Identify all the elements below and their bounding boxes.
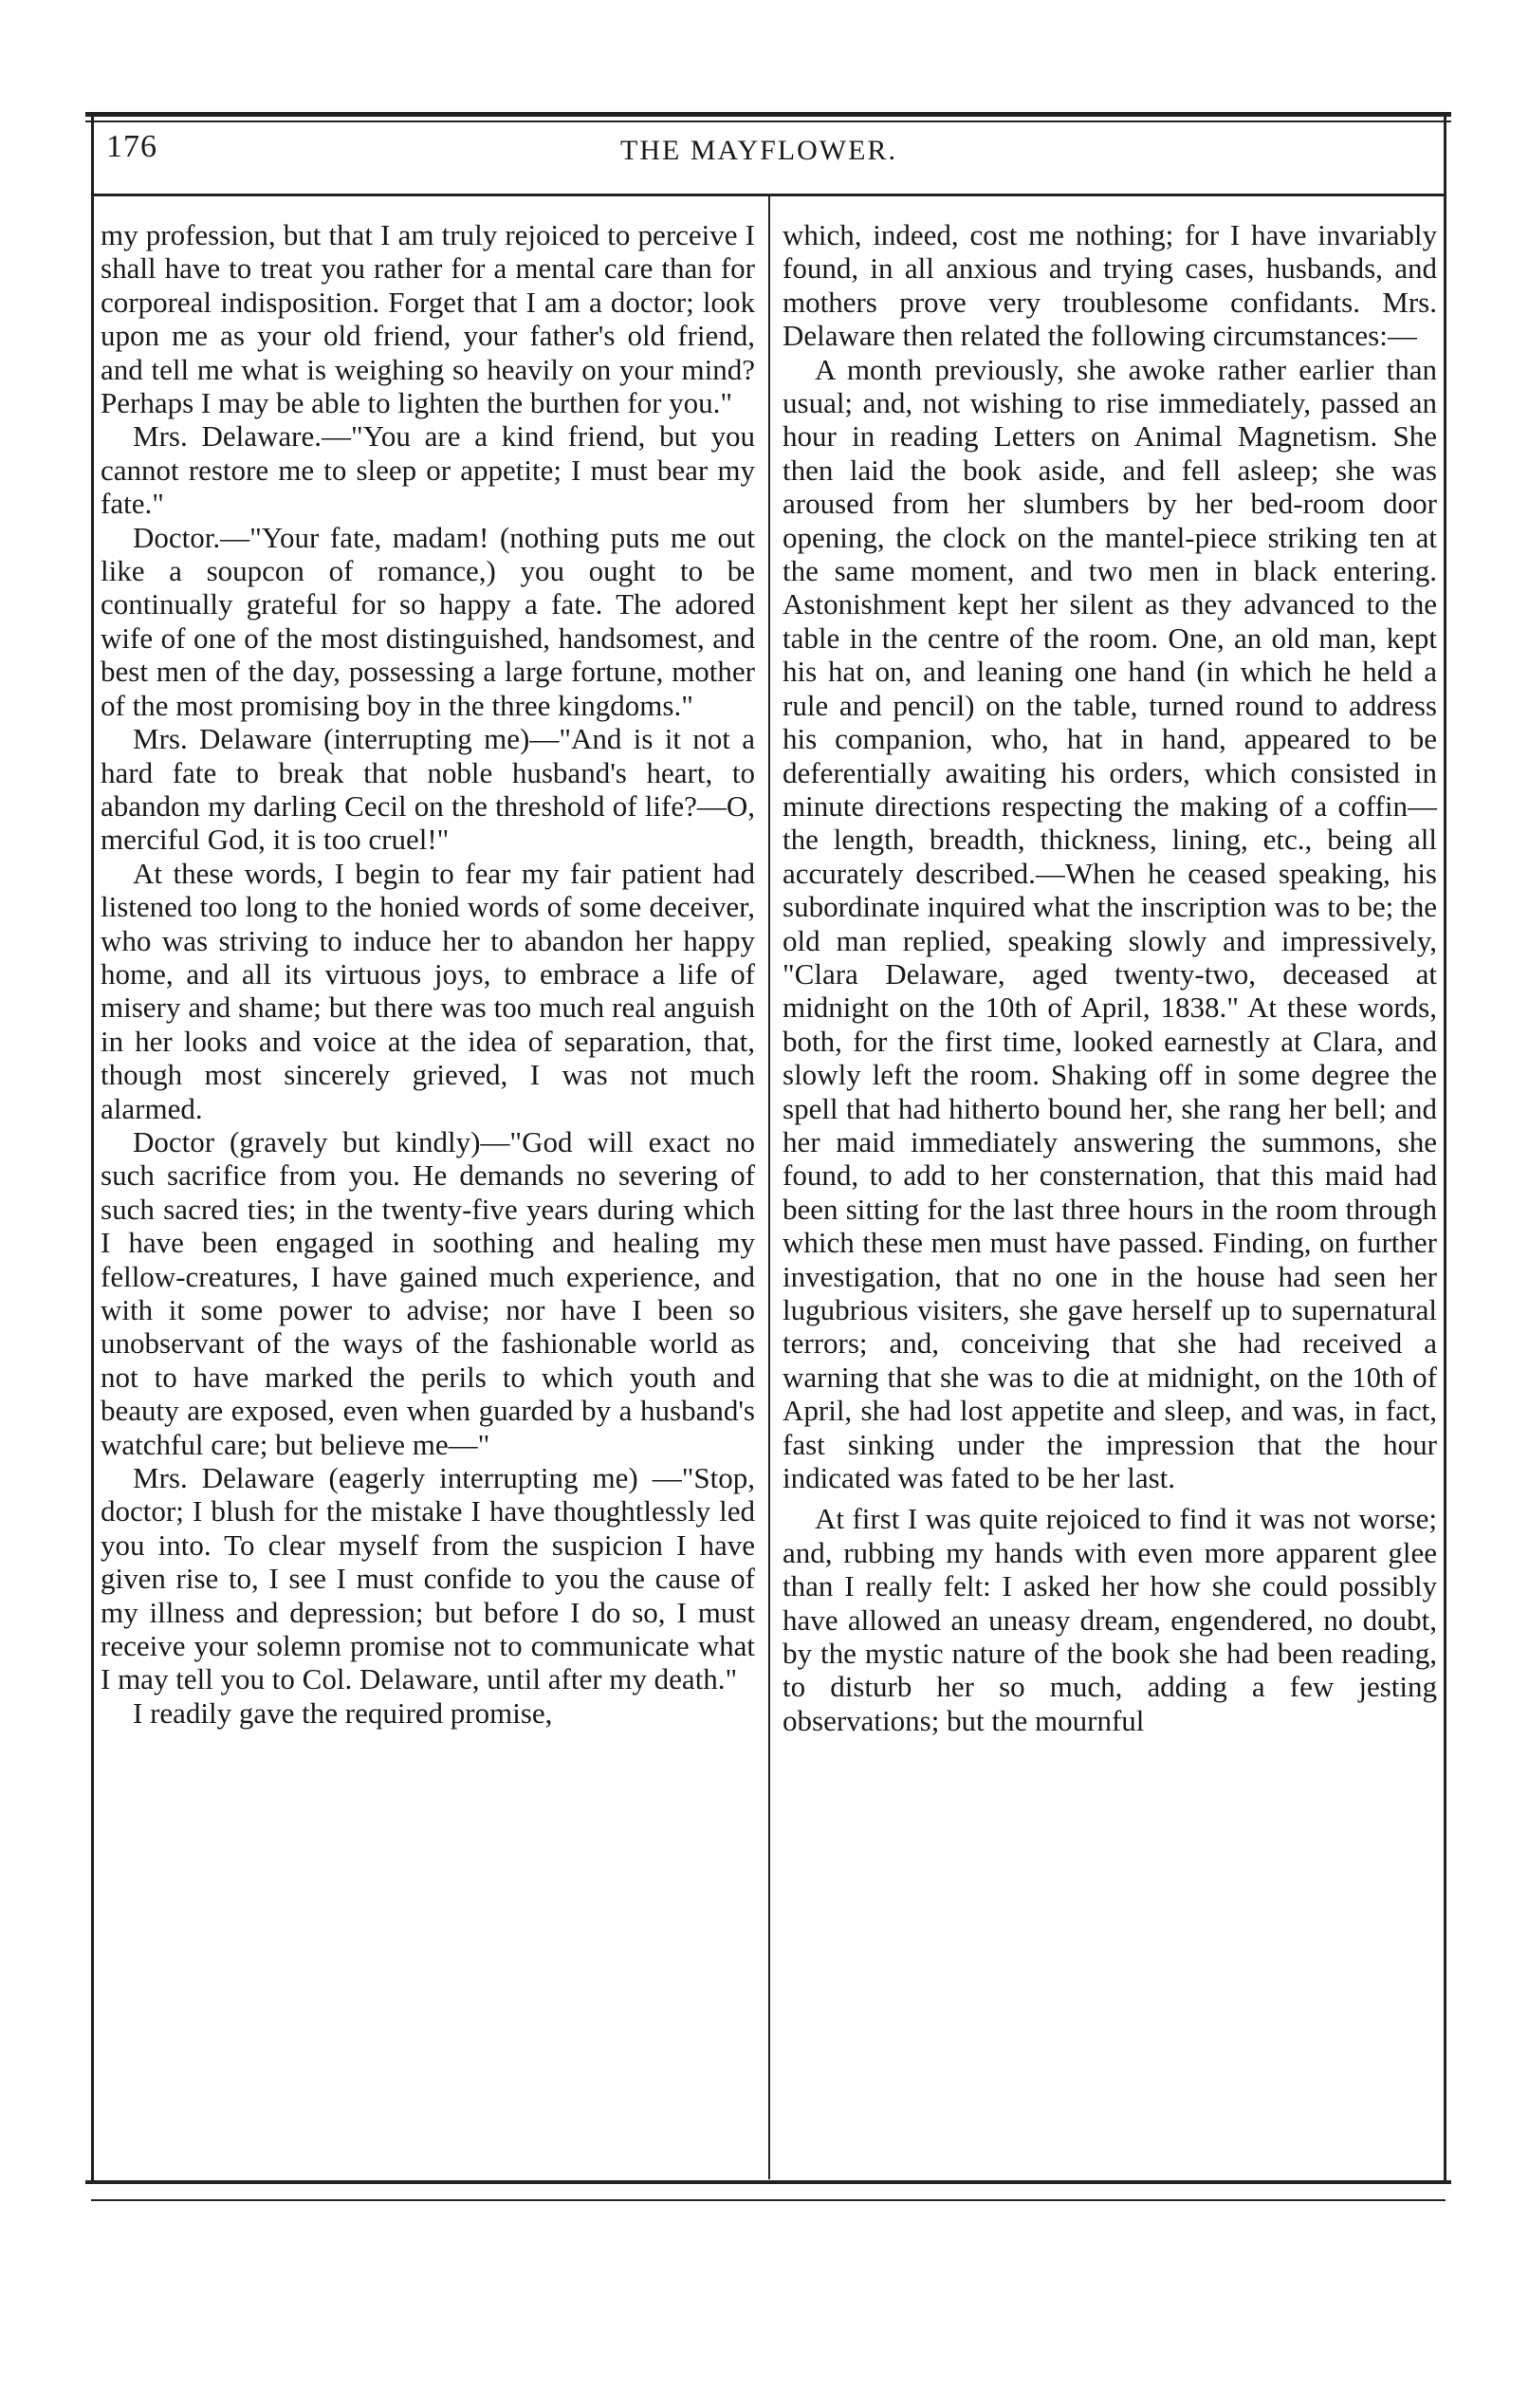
- paragraph: Mrs. Delaware (eagerly interrupting me) —"Stop, doctor; I blush for the mistake I have thoughtlessly led you into. To clear myself from the suspicion I have given rise to, I see I must confide to you the cause of my illness and depression; but before I do so, I must receive your solemn promise not to communicate what I may tell you to Col. Delaware, until after my death.": [101, 1461, 755, 1696]
- top-border-rule: [85, 112, 1451, 117]
- bottom-border-rule-thin: [91, 2199, 1446, 2201]
- paragraph: I readily gave the required promise,: [133, 1695, 553, 1730]
- paragraph: my profession, but that I am truly rejoiced to perceive I shall have to treat you rather for a mental care than for corporeal indisposition. Forget that I am a doctor; look upon me as your old friend, your father's old friend, and tell me what is weighing so heavily on your mind? Perhaps I may be able to lighten the burthen for you.": [101, 218, 755, 420]
- paragraph: Doctor.—"Your fate, madam! (nothing puts me out like a soupcon of romance,) you ought to be continually grateful for so happy a fate. The adored wife of one of the most distinguished, handsomest, and best men of the day, possessing a large fortune, mother of the most promising boy in the three kingdoms.": [101, 520, 755, 722]
- left-border-rule: [91, 112, 94, 2180]
- running-head: THE MAYFLOWER.: [620, 135, 897, 166]
- paragraph: A month previously, she awoke rather earlier than usual; and, not wishing to rise immediately, passed an hour in reading Letters on Animal Magnetism. She then laid the book aside, and fell asleep; she was aroused from her slumbers by her bed-room door opening, the clock on the mantel-piece striking ten at the same moment, and two men in black entering. Astonishment kept her silent as they advanced to the table in the centre of the room. One, an old man, kept his hat on, and leaning one hand (in which he held a rule and pencil) on the table, turned round to address his companion, who, hat in hand, appeared to be deferentially awaiting his orders, which consisted in minute directions respecting the making of a coffin—the length, breadth, thickness, lining, etc., being all accurately described.—When he ceased speaking, his subordinate inquired what the inscription was to be; the old man replied, speaking slowly and impressively, "Clara Delaware, aged twenty-two, deceased at midnight on the 10th of April, 1838." At these words, both, for the first time, looked earnestly at Clara, and slowly left the room. Shaking off in some degree the spell that had hitherto bound her, she rang her bell; and her maid immediately answering the summons, she found, to add to her consternation, that this maid had been sitting for the last three hours in the room through which these men must have passed. Finding, on further investigation, that no one in the house had seen her lugubrious visiters, she gave herself up to supernatural terrors; and, conceiving that she had received a warning that she was to die at midnight, on the 10th of April, she had lost appetite and sleep, and was, in fact, fast sinking under the impression that the hour indicated was fated to be her last.: [783, 352, 1437, 1495]
- right-column: [783, 218, 1437, 1737]
- right-border-rule: [1444, 112, 1446, 2180]
- bottom-border-rule: [85, 2180, 1451, 2184]
- paragraph: Mrs. Delaware.—"You are a kind friend, but you cannot restore me to sleep or appetite; I must bear my fate.": [101, 419, 755, 521]
- left-column: [101, 218, 755, 1730]
- paragraph: which, indeed, cost me nothing; for I have invariably found, in all anxious and trying cases, husbands, and mothers prove very troublesome confidants. Mrs. Delaware then related the following circumstances:—: [783, 218, 1437, 353]
- top-border-rule-thin: [85, 120, 1451, 122]
- paragraph: At first I was quite rejoiced to find it was not worse; and, rubbing my hands with even more apparent glee than I really felt: I asked her how she could possibly have allowed an uneasy dream, engendered, no doubt, by the mystic nature of the book she had been reading, to disturb her so much, adding a few jesting observations; but the mournful: [783, 1502, 1437, 1737]
- paragraph: Mrs. Delaware (interrupting me)—"And is it not a hard fate to break that noble husband's heart, to abandon my darling Cecil on the threshold of life?—O, merciful God, it is too cruel!": [101, 722, 755, 857]
- column-divider: [768, 196, 770, 2179]
- paragraph: At these words, I begin to fear my fair patient had listened too long to the honied words of some deceiver, who was striving to induce her to abandon her happy home, and all its virtuous joys, to embrace a life of misery and shame; but there was too much real anguish in her looks and voice at the idea of separation, that, though most sincerely grieved, I was not much alarmed.: [101, 856, 755, 1125]
- page-number: 176: [106, 129, 157, 164]
- paragraph: Doctor (gravely but kindly)—"God will exact no such sacrifice from you. He demands no severing of such sacred ties; in the twenty-five years during which I have been engaged in soothing and healing my fellow-creatures, I have gained much experience, and with it some power to advise; nor have I been so unobservant of the ways of the fashionable world as not to have marked the perils to which youth and beauty are exposed, even when guarded by a husband's watchful care; but believe me—": [101, 1124, 755, 1461]
